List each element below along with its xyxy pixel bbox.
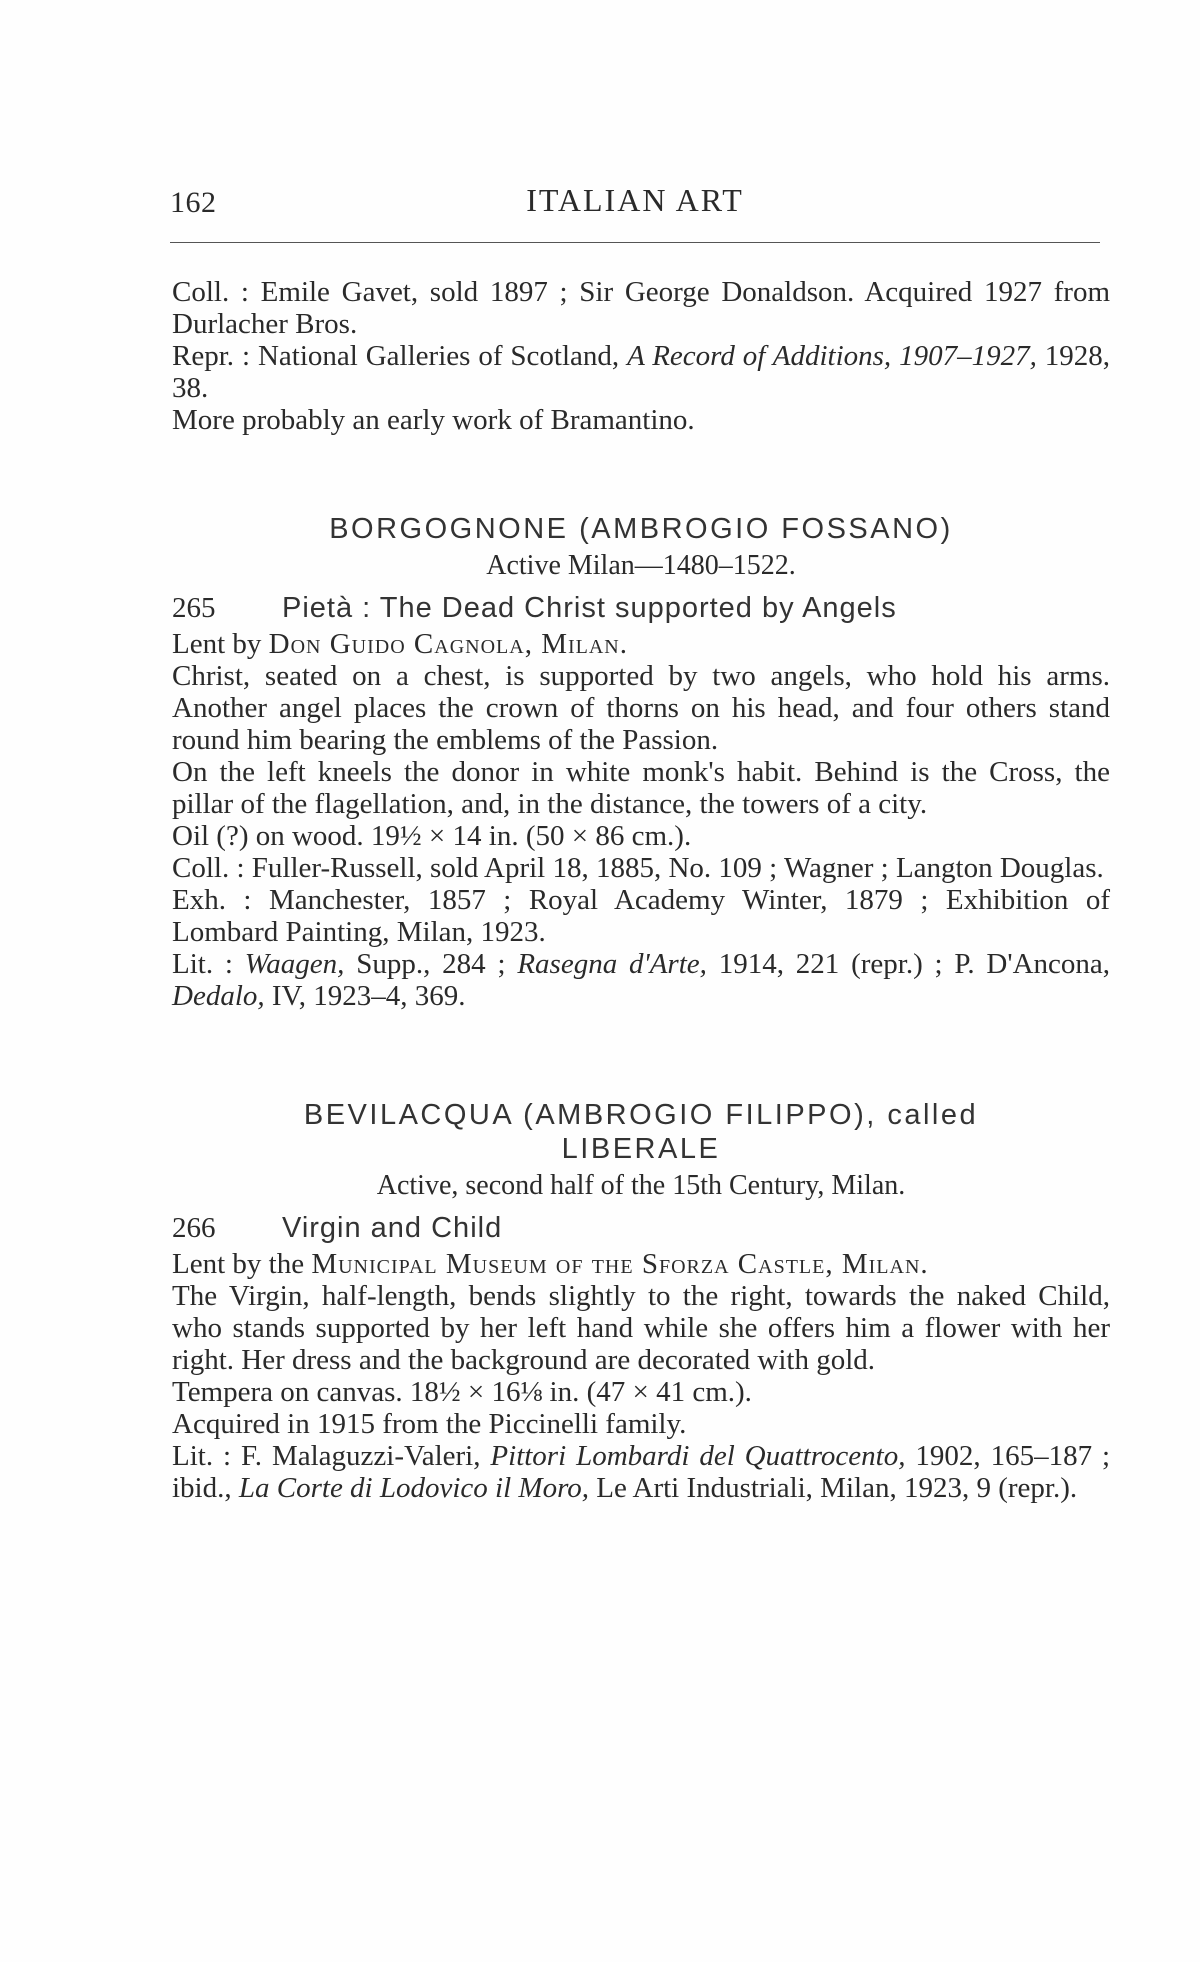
catalogue-number: 265 [172,592,216,624]
page-number: 162 [170,186,217,219]
exh-text: Manchester, 1857 ; Royal Academy Winter, 1879 ; Exhibition of Lombard Painting, Milan, 1923. [172,884,1111,948]
artist-heading-borgognone: BORGOGNONE (AMBROGIO FOSSANO) [329,513,953,545]
artist-heading-bevilacqua-line-2: LIBERALE [561,1133,721,1165]
medium-dimensions: Tempera on canvas. 18½ × 16⅛ in. (47 × 41 cm.). [172,1376,752,1408]
exh-label: Exh. : [172,884,252,916]
work-heading [172,592,1110,624]
continued-note: More probably an early work of Bramantino. [172,404,695,436]
header-rule [170,242,1100,243]
lit-journal: Rasegna d'Arte, [517,948,707,980]
work-title: Pietà : The Dead Christ supported by Angels [282,592,897,624]
lit-ref: IV, 1923–4, 369. [271,980,466,1012]
repr-label: Repr. : [172,340,251,372]
lit-label: Lit. : [172,1440,232,1472]
artist-heading-bevilacqua: BEVILACQUA (AMBROGIO FILIPPO), called [303,1099,979,1131]
coll-label: Coll. : [172,276,249,308]
artist-dates: Active Milan—1480–1522. [486,550,796,581]
repr-title: A Record of Additions, 1907–1927, [627,340,1037,372]
work-heading [172,1212,1110,1244]
lit-ref: 1914, 221 (repr.) ; P. D'Ancona, [718,948,1111,980]
coll-text: Fuller-Russell, sold April 18, 1885, No. 109 ; Wagner ; Langton Douglas. [251,852,1104,884]
lit-ref: Supp., 284 ; [356,948,506,980]
repr-rest: 1928, 38. [172,340,1111,404]
description-paragraph: The Virgin, half-length, bends slightly to the right, towards the naked Child, who stands supported by her left hand while she offers him a flower with her right. Her dress and the background are decorated with gold. [172,1280,1110,1376]
coll-text: Emile Gavet, sold 1897 ; Sir George Donaldson. Acquired 1927 from Durlacher Bros. [172,276,1111,340]
page-header [170,182,1100,226]
acquisition-note: Acquired in 1915 from the Piccinelli family. [172,1408,687,1440]
literature [172,948,1110,1012]
continued-reproduction [172,340,1110,404]
page-content [172,276,1110,1504]
exhibition-history [172,884,1110,948]
artist-dates: Active, second half of the 15th Century, Milan. [376,1170,906,1201]
running-title: ITALIAN ART [526,182,744,218]
lit-journal: Dedalo, [172,980,265,1012]
lender-line [172,628,1110,660]
coll-label: Coll. : [172,852,245,884]
description-paragraph: Christ, seated on a chest, is supported by two angels, who hold his arms. Another angel places the crown of thorns on his head, and four others stand round him bearing the emblems of the Passion. [172,660,1110,756]
lent-prefix: Lent by the [172,1248,305,1280]
lit-author: F. Malaguzzi-Valeri, [240,1440,481,1472]
lit-book: La Corte di Lodovico il Moro, [238,1472,590,1504]
repr-source: National Galleries of Scotland, [257,340,620,372]
lit-book: Pittori Lombardi del Quattrocento, [490,1440,906,1472]
lender-name: Don Guido Cagnola, Milan. [268,628,628,660]
lent-prefix: Lent by [172,628,262,660]
work-title: Virgin and Child [282,1212,503,1244]
catalogue-number: 266 [172,1212,216,1244]
continued-collection [172,276,1110,340]
collection-history [172,852,1110,884]
lit-label: Lit. : [172,948,233,980]
lender-line [172,1248,1110,1280]
medium-dimensions: Oil (?) on wood. 19½ × 14 in. (50 × 86 cm.). [172,820,692,852]
description-paragraph: On the left kneels the donor in white monk's habit. Behind is the Cross, the pillar of the flagellation, and, in the distance, the towers of a city. [172,756,1110,820]
lender-name: Municipal Museum of the Sforza Castle, Milan. [311,1248,929,1280]
lit-ref: Le Arti Industriali, Milan, 1923, 9 (repr.). [596,1472,1078,1504]
literature [172,1440,1110,1504]
lit-ref: 1902, 165–187 ; ibid., [172,1440,1111,1504]
lit-author: Waagen, [244,948,345,980]
